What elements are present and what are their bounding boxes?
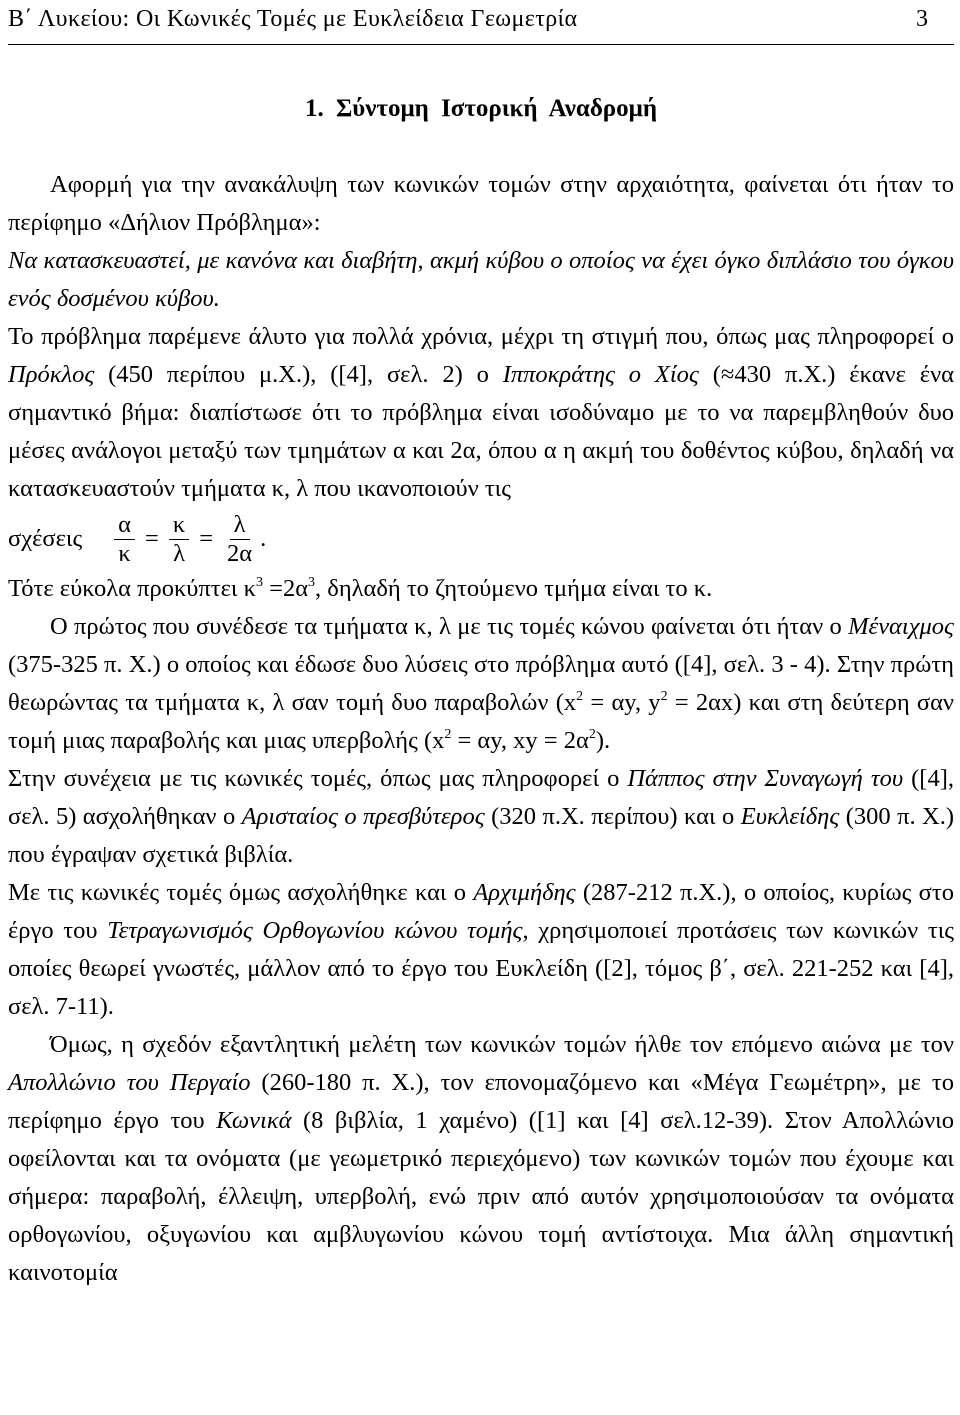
- p4-sup-4: 2: [588, 727, 596, 742]
- quadrature-title: Τετραγωνισμός Ορθογωνίου κώνου τομής: [107, 917, 523, 944]
- proklos-name: Πρόκλος: [8, 361, 95, 388]
- p6-text-2: (287-212 π.Χ.), ο οποίος, κυρίως στο έργο του: [8, 879, 954, 944]
- p5-text-4: (300 π. Χ.) που έγραψαν σχετικά βιβλία.: [8, 803, 955, 868]
- equals-sign-1: =: [145, 525, 159, 552]
- p3-text: Τότε εύκολα προκύπτει κ: [8, 575, 256, 602]
- p3-text-2: =2α: [263, 575, 309, 602]
- p3-sup-1: 3: [256, 575, 263, 590]
- p2-text-3: (≈430 π.Χ.) έκανε ένα σημαντικό βήμα: διαπίστωσε ότι το πρόβλημα είναι ισοδύναμο με το να παρεμβληθούν δυο μέσες ανάλογοι μεταξύ των τμημάτων α και 2α, όπου α η ακμή του δοθέντος κύβου, δηλαδή να κατασκευαστούν τμήματα κ, λ που ικανοποιούν τις: [8, 361, 954, 502]
- page-number: 3: [916, 6, 928, 32]
- p4-sup-3: 2: [444, 727, 452, 742]
- p3-text-3: , δηλαδή το ζητούμενο τμήμα είναι το κ.: [315, 575, 713, 602]
- p4-text-5: = αy, xy = 2α: [451, 727, 589, 754]
- p4-text-6: ).: [595, 727, 611, 754]
- paragraph-3: [8, 570, 954, 608]
- equation-end: .: [260, 525, 267, 552]
- paragraph-1: [8, 166, 954, 242]
- problem-statement: [8, 242, 954, 318]
- menaechmus-name: Μέναιχμος: [848, 613, 954, 640]
- p4-text: Ο πρώτος που συνέδεσε τα τμήματα κ, λ με τις τομές κώνου φαίνεται ότι ήταν ο: [50, 613, 849, 640]
- p3-sup-2: 3: [308, 575, 316, 590]
- fraction-3: [223, 511, 256, 568]
- p4-text-2: (375-325 π. Χ.) ο οποίος και έδωσε δυο λύσεις στο πρόβλημα αυτό ([4], σελ. 3 - 4). Στην πρώτη θεωρώντας τα τμήματα κ, λ σαν τομή δυο παραβολών (x: [8, 651, 954, 716]
- p1-text: Αφορμή για την ανακάλυψη των κωνικών τομών στην αρχαιότητα, φαίνεται ότι ήταν το περίφημο «Δήλιον Πρόβλημα»:: [8, 171, 954, 236]
- p2-text-2: (450 περίπου μ.Χ.), ([4], σελ. 2) ο: [94, 361, 503, 388]
- equation-label: σχέσεις: [8, 525, 83, 552]
- section-title: 1. Σύντομη Ιστορική Αναδρομή: [304, 95, 658, 122]
- pappus-name: Πάππος στην Συναγωγή του: [627, 765, 904, 792]
- p6-text-3: , χρησιμοποιεί προτάσεις των κωνικών τις οποίες θεωρεί γνωστές, μάλλον από το έργο του Ευκλείδη ([2], τόμος β΄, σελ. 221-252 και [4], σελ. 7-11).: [8, 917, 954, 1020]
- paragraph-5: [8, 760, 954, 874]
- page-header: [8, 0, 954, 45]
- p2-text: Το πρόβλημα παρέμενε άλυτο για πολλά χρόνια, μέχρι τη στιγμή που, όπως μας πληροφορεί ο: [8, 323, 954, 350]
- paragraph-7: [8, 1026, 954, 1292]
- header-title: Β΄ Λυκείου: Οι Κωνικές Τομές με Ευκλείδεια Γεωμετρία: [8, 6, 578, 32]
- body-text: [8, 166, 954, 1292]
- paragraph-4: [8, 608, 954, 760]
- euclid-name: Ευκλείδης: [740, 803, 840, 830]
- fraction-1-num: α: [114, 511, 135, 540]
- paragraph-6: [8, 874, 954, 1026]
- fraction-2: [169, 511, 189, 568]
- p5-text-3: (320 π.Χ. περίπου) και ο: [484, 803, 741, 830]
- p4-sup-1: 2: [576, 689, 584, 704]
- fraction-1-den: κ: [118, 539, 131, 567]
- p1-italic: Να κατασκευαστεί, με κανόνα και διαβήτη, ακμή κύβου ο οποίος να έχει όγκο διπλάσιο του όγκου ενός δοσμένου κύβου.: [8, 247, 954, 312]
- hippocrates-name: Ιπποκράτης ο Χίος: [502, 361, 699, 388]
- p7-text-2: (260-180 π. Χ.), τον επονομαζόμενο και «Μέγα Γεωμέτρη», με το περίφημο έργο του: [8, 1069, 954, 1134]
- fraction-2-den: λ: [173, 539, 185, 567]
- fraction-1: [114, 511, 135, 568]
- equals-sign-2: =: [199, 525, 214, 552]
- p5-text: Στην συνέχεια με τις κωνικές τομές, όπως μας πληροφορεί ο: [8, 765, 628, 792]
- p5-text-2: ([4], σελ. 5) ασχολήθηκαν ο: [8, 765, 954, 830]
- equation-line: [8, 508, 954, 570]
- p4-text-4: = 2αx) και στη δεύτερη σαν τομή μιας παραβολής και μιας υπερβολής (x: [8, 689, 954, 754]
- paragraph-2: [8, 318, 954, 508]
- p7-text-3: (8 βιβλία, 1 χαμένο) ([1] και [4] σελ.12-39). Στον Απολλώνιο οφείλονται και τα ονόματα (με γεωμετρικό περιεχόμενο) των κωνικών τομών που έχουμε και σήμερα: παραβολή, έλλειψη, υπερβολή, ενώ πριν από αυτόν χρησιμοποιούσαν τα ονόματα ορθογωνίου, οξυγωνίου και αμβλυγωνίου κώνου τομή αντίστοιχα. Μια άλλη σημαντική καινοτομία: [8, 1107, 954, 1286]
- aristaeus-name: Αρισταίος ο πρεσβύτερος: [241, 803, 485, 830]
- fraction-3-num: λ: [230, 511, 250, 540]
- conics-title: Κωνικά: [216, 1107, 292, 1134]
- p6-text: Με τις κωνικές τομές όμως ασχολήθηκε και ο: [8, 879, 474, 906]
- p7-text: Όμως, η σχεδόν εξαντλητική μελέτη των κωνικών τομών ήλθε τον επόμενο αιώνα με τον: [50, 1031, 954, 1058]
- archimedes-name: Αρχιμήδης: [473, 879, 576, 906]
- p4-text-3: = αy, y: [583, 689, 661, 716]
- p4-sup-2: 2: [660, 689, 668, 704]
- apollonius-name: Απολλώνιο του Περγαίο: [8, 1069, 251, 1096]
- fraction-2-num: κ: [169, 511, 189, 540]
- fraction-3-den: 2α: [227, 539, 253, 567]
